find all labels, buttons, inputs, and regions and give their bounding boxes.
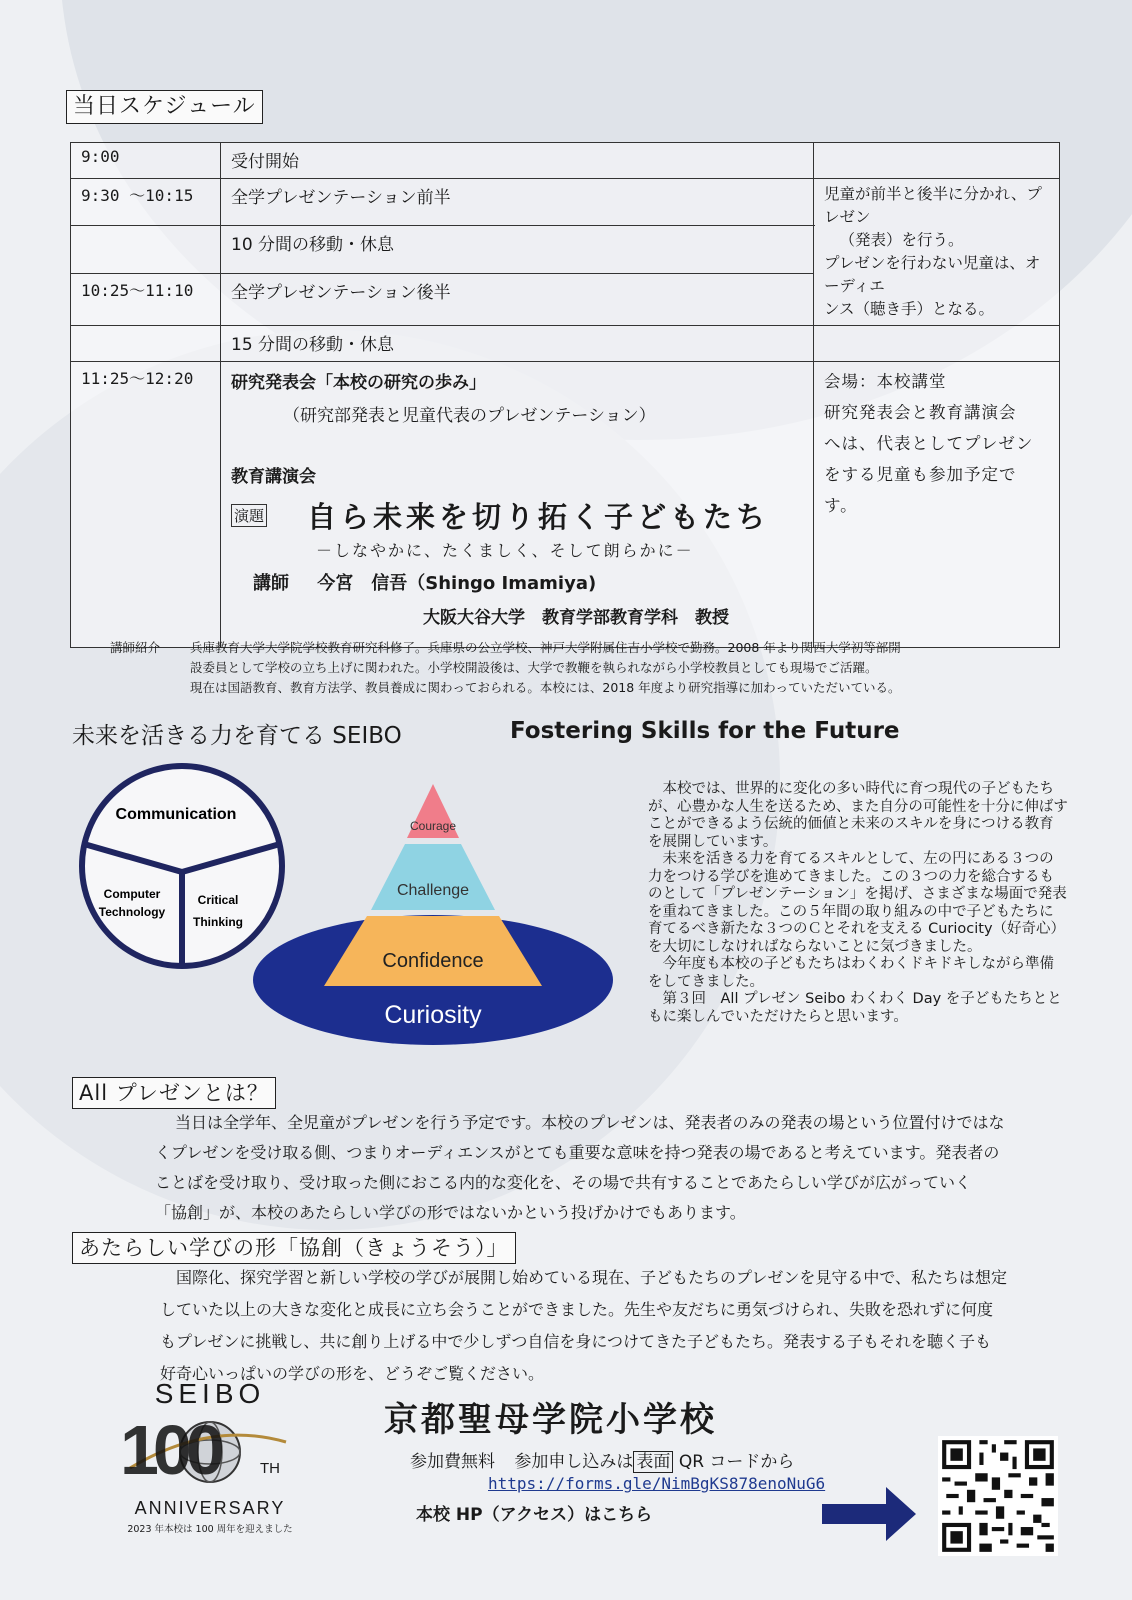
arrow-right-icon [822,1485,918,1543]
note-line: ンス（聴き手）となる。 [824,300,995,318]
text-line: ことばを受け取り、受け取った側におこる内的な変化を、その場で共有することであたらしい学びが広がっていく [155,1173,972,1192]
time-cell [71,226,221,273]
time-cell [71,326,221,362]
bio-line: 現在は国語教育、教育方法学、教員養成に関わっておられる。本校には、2018 年度より研究指導に加わっていただいている。 [190,680,901,695]
challenge-tier [371,844,495,910]
paragraph: 今年度も本校の子どもたちはわくわくドキドキしながら準備をしてきました。 [648,956,1054,990]
paragraph: 未来を活きる力を育てるスキルとして、左の円にある３つの力をつける学びを進めてきました。この３つの力を総合するものとして「プレゼンテーション」を掲げ、さまざまな場面で発表を重ねてきました。この５年間の取り組みの中で子どもたちに育てるべき新たな３つのＣとそれを支える Curiocity（好奇心）を大切にしなければならないことに気づきました。 [648,851,1067,955]
logo-number: 100 [120,1411,219,1489]
empty-cell [814,326,1060,362]
kyoso-text [160,1262,1080,1390]
table-row [71,143,1060,179]
schedule-heading: 当日スケジュール [66,90,263,124]
speaker-name: 今宮 信吾（Shingo Imamiya) [317,573,597,594]
paragraph: 第３回 All プレゼン Seibo わくわく Day を子どもたちとともに楽しんでいただけたらと思います。 [648,991,1062,1025]
speaker-affiliation: 大阪大谷大学 教育学部教育学科 教授 [423,608,729,628]
speaker-row [231,569,803,595]
time-cell: 9:00 [71,143,221,179]
note-line: プレゼンを行わない児童は、オーディエ [824,254,1041,295]
courage-label: Courage [409,819,457,833]
paragraph: 本校では、世界的に変化の多い時代に育つ現代の子どもたちが、心豊かな人生を送るため、また自分の可能性を十分に伸ばすことができるよう伝統的価値と未来のスキルを身につける教育を展開しています。 [648,781,1068,850]
time-cell: 10:25～11:10 [71,273,221,326]
time-cell: 11:25～12:20 [71,362,221,648]
table-row [71,179,1060,226]
skills-pyramid [248,780,618,1050]
activity-cell: 全学プレゼンテーション前半 [221,179,814,226]
critical-label: Critical [197,893,239,907]
skills-description [648,781,1068,1026]
anniversary-logo [110,1378,310,1548]
apply-info [410,1447,794,1472]
logo-th: TH [260,1460,280,1477]
table-row [71,326,1060,362]
text-line: 好奇心いっぱいの学びの形を、どうぞご覧ください。 [160,1364,545,1383]
activity-cell: 15 分間の移動・休息 [221,326,814,362]
time-cell: 9:30 ～10:15 [71,179,221,226]
confidence-label: Confidence [382,950,484,972]
bio-line: 兵庫教育大学大学院学校教育研究科修了。兵庫県の公立学校、神戸大学附属住吉小学校で勤務。2008 年より関西大学初等部開 [190,640,901,655]
text-line: もプレゼンに挑戦し、共に創り上げる中で少しずつ自信を身につけてきた子どもたち。発表する子もそれを聴く子も [160,1332,992,1351]
text-line: 国際化、探究学習と新しい学校の学びが展開し始めている現在、子どもたちのプレゼンを見守る中で、私たちは想定 [176,1268,1008,1287]
research-title: 研究発表会「本校の研究の歩み」 [231,373,486,393]
venue-cell [814,362,1060,648]
text-line: くプレゼンを受け取る側、つまりオーディエンスがとても重要な意味を持つ発表の場であると考えています。発表者の [155,1143,1000,1162]
form-url[interactable]: https://forms.gle/NimBgKS878enoNuG6 [488,1474,826,1493]
all-presen-text [155,1108,1075,1228]
venue-line: へは、代表としてプレゼン [824,434,1034,453]
challenge-label: Challenge [396,882,470,899]
all-presen-heading: All プレゼンとは？ [72,1077,276,1109]
technology-label: Technology [98,905,166,919]
theme-label: 演題 [231,504,267,527]
activity-cell: 全学プレゼンテーション後半 [221,273,814,326]
speaker-bio [110,638,1050,698]
thinking-label: Thinking [193,915,243,929]
activity-cell: 10 分間の移動・休息 [221,226,814,273]
schedule-table [70,142,1060,648]
theme-subtitle: －しなやかに、たくましく、そして朗らかに－ [316,541,694,560]
empty-cell [814,143,1060,179]
presentation-note [814,179,1060,326]
qr-code-icon[interactable] [938,1436,1058,1556]
venue-line: 研究発表会と教育講演会 [824,403,1017,422]
theme-title: 自ら未来を切り拓く子どもたち [307,500,770,534]
homepage-text: 本校 HP（アクセス）はこちら [416,1505,653,1525]
kyoso-heading: あたらしい学びの形「協創（きょうそう）」 [72,1232,516,1264]
apply-box: 表面 [633,1451,673,1473]
computer-label: Computer [103,887,161,901]
text-line: 当日は全学年、全児童がプレゼンを行う予定です。本校のプレゼンは、発表者のみの発表の場という位置付けではな [175,1113,1005,1132]
logo-anniversary: ANNIVERSARY [134,1498,286,1518]
bio-label: 講師紹介 [110,640,161,655]
logo-caption: 2023 年本校は 100 周年を迎えました [127,1524,293,1535]
fee-text: 参加費無料 [410,1452,495,1472]
note-line: （発表）を行う。 [839,231,964,249]
text-line: していた以上の大きな変化と成長に立ち会うことができました。先生や友だちに勇気づけられ、失敗を恐れずに何度 [160,1300,993,1319]
venue-line: 会場：本校講堂 [824,372,947,391]
skills-title-jp: 未来を活きる力を育てる SEIBO [72,723,402,749]
communication-label: Communication [115,806,237,823]
apply-prefix: 参加申し込みは [514,1452,634,1472]
apply-suffix: QR コードから [678,1452,795,1472]
school-name: 京都聖母学院小学校 [384,1400,717,1440]
research-subtitle: （研究部発表と児童代表のプレゼンテーション） [283,406,656,426]
venue-line: す。 [824,496,858,515]
curiosity-label: Curiosity [384,1001,482,1029]
theme-row [231,495,803,536]
text-line: 「協創」が、本校のあたらしい学びの形ではないかという投げかけでもあります。 [155,1203,746,1222]
note-line: 児童が前半と後半に分かれ、プレゼン [824,185,1042,226]
skills-title-en: Fostering Skills for the Future [510,718,900,744]
venue-line: をする児童も参加予定で [824,465,1017,484]
form-link[interactable] [488,1474,825,1494]
bio-line: 設委員として学校の立ち上げに関われた。小学校開設後は、大学で教鞭を執られながら小学校教員としても現場でご活躍。 [190,660,878,675]
logo-seibo: SEIBO [154,1378,266,1409]
session-cell [221,362,814,648]
activity-cell: 受付開始 [221,143,814,179]
speaker-label: 講師 [253,573,289,594]
lecture-label: 教育講演会 [231,467,316,487]
table-row-session [71,362,1060,648]
